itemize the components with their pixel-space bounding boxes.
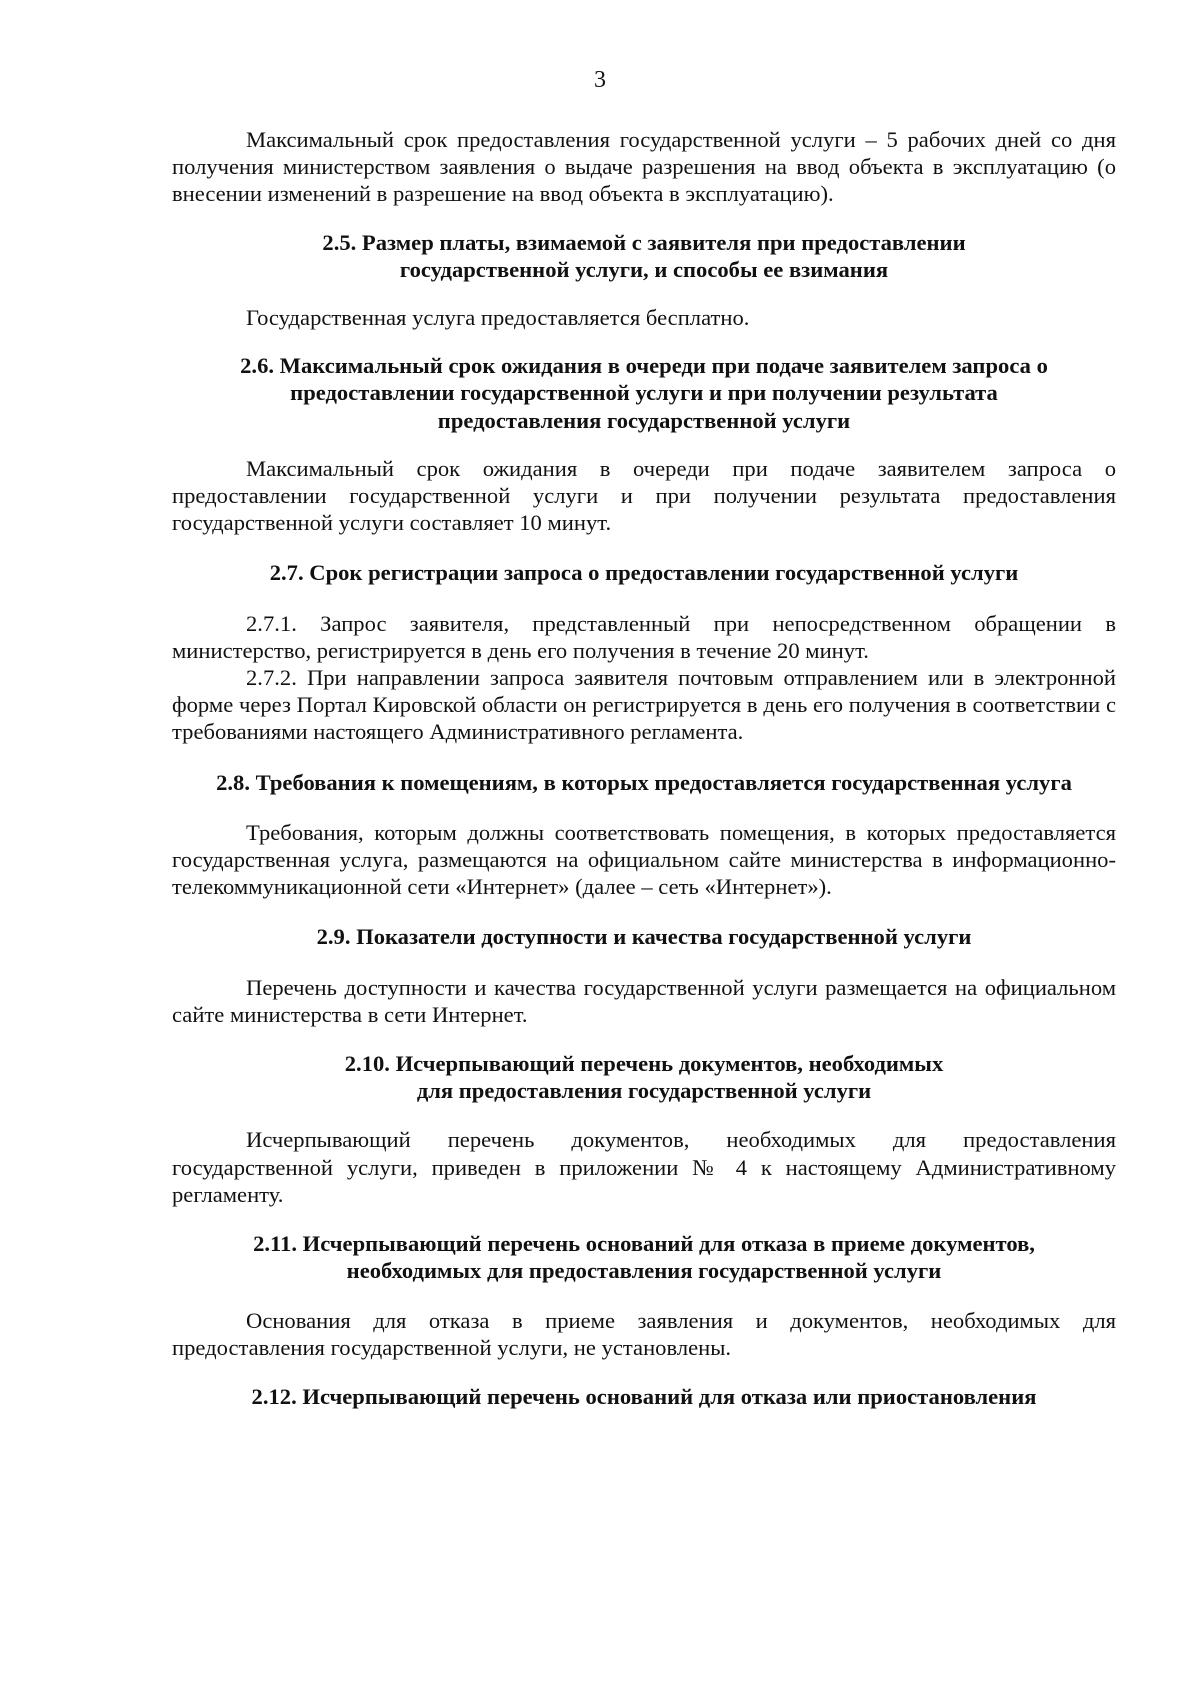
- heading-line: 2.6. Максимальный срок ожидания в очереди при подаче заявителем запроса о: [240, 353, 1048, 379]
- section-heading-2-8: [172, 769, 1116, 796]
- heading-line: государственной услуги, и способы ее взимания: [399, 256, 889, 282]
- page-number: 3: [594, 67, 606, 93]
- section-heading-2-9: [172, 923, 1116, 950]
- heading-line: 2.11. Исчерпывающий перечень оснований для отказа в приеме документов,: [253, 1231, 1035, 1257]
- paragraph-2-9: Перечень доступности и качества государственной услуги размещается на официальном сайте министерства в сети Интернет.: [172, 974, 1116, 1027]
- document-body: [172, 126, 1116, 1410]
- paragraph-2-7-2: 2.7.2. При направлении запроса заявителя почтовым отправлением или в электронной форме через Портал Кировской области он регистрируется в день его получения в соответствии с требованиями настоящего Административного регламента.: [172, 665, 1116, 745]
- heading-line: необходимых для предоставления государственной услуги: [346, 1258, 942, 1284]
- section-heading-2-10: [172, 1050, 1116, 1104]
- paragraph-2-6: Максимальный срок ожидания в очереди при подаче заявителем запроса о предоставлении государственной услуги и при получении результата предоставления государственной услуги составляет 10 минут.: [172, 455, 1116, 536]
- heading-line: для предоставления государственной услуги: [416, 1078, 872, 1104]
- heading-line: предоставления государственной услуги: [437, 407, 851, 433]
- paragraph-2-8: Требования, которым должны соответствовать помещения, в которых предоставляется государственная услуга, размещаются на официальном сайте министерства в информационно-телекоммуникационной сети «Интернет» (далее – сеть «Интернет»).: [172, 819, 1116, 900]
- heading-line: 2.9. Показатели доступности и качества государственной услуги: [316, 924, 972, 950]
- section-heading-2-6: [172, 352, 1116, 434]
- section-heading-2-5: [172, 229, 1116, 283]
- heading-line: предоставлении государственной услуги и при получении результата: [290, 380, 998, 406]
- heading-line: 2.7. Срок регистрации запроса о предоставлении государственной услуги: [269, 560, 1019, 586]
- paragraph-2-7-1: 2.7.1. Запрос заявителя, представленный при непосредственном обращении в министерство, регистрируется в день его получения в течение 20 минут.: [172, 610, 1116, 663]
- paragraph-2-11: Основания для отказа в приеме заявления и документов, необходимых для предоставления государственной услуги, не установлены.: [172, 1307, 1116, 1360]
- paragraph-2-10: Исчерпывающий перечень документов, необходимых для предоставления государственной услуги, приведен в приложении № 4 к настоящему Административному регламенту.: [172, 1127, 1116, 1207]
- section-heading-2-7: [172, 559, 1116, 586]
- paragraph-max-term: Максимальный срок предоставления государственной услуги – 5 рабочих дней со дня получения министерством заявления о выдаче разрешения на ввод объекта в эксплуатацию (о внесении изменений в разрешение на ввод объекта в эксплуатацию).: [172, 127, 1116, 207]
- section-heading-2-11: [172, 1230, 1116, 1284]
- heading-line: 2.10. Исчерпывающий перечень документов, необходимых: [344, 1051, 944, 1077]
- heading-line: 2.5. Размер платы, взимаемой с заявителя при предоставлении: [322, 229, 966, 255]
- heading-line: 2.12. Исчерпывающий перечень оснований для отказа или приостановления: [251, 1383, 1037, 1409]
- heading-line: 2.8. Требования к помещениям, в которых предоставляется государственная услуга: [216, 769, 1072, 795]
- paragraph-2-5: Государственная услуга предоставляется бесплатно.: [246, 305, 750, 331]
- section-heading-2-12: [172, 1383, 1116, 1410]
